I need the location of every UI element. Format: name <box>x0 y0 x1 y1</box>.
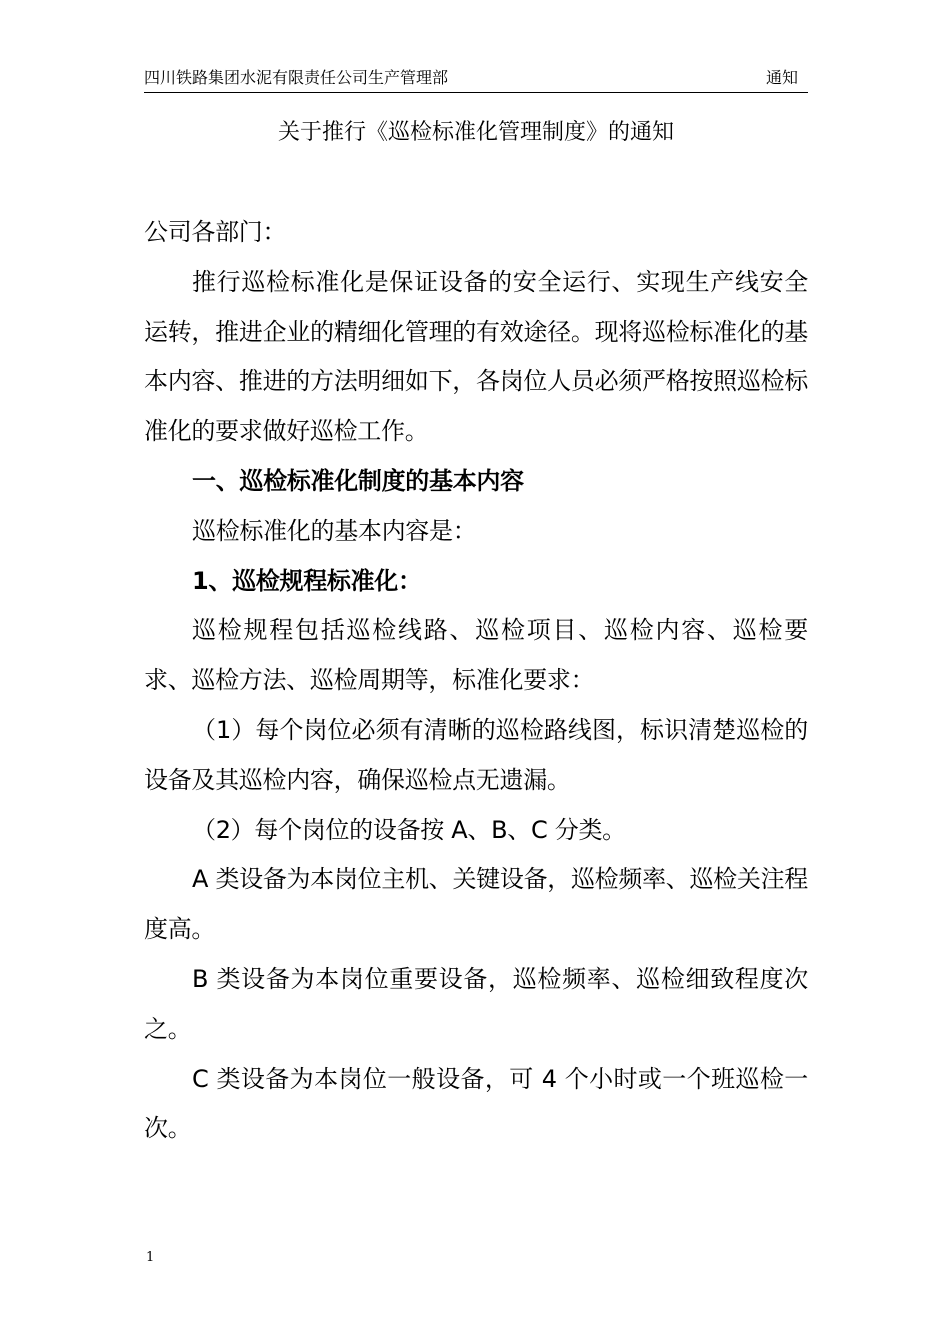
document-title: 关于推行《巡检标准化管理制度》的通知 <box>277 120 674 145</box>
section-intro: 巡检标准化的基本内容是： <box>192 516 477 545</box>
intro-paragraph: 推行巡检标准化是保证设备的安全运行、实现生产线安全运转，推进企业的精细化管理的有效途径。现将巡检标准化的基本内容、推进的方法明细如下，各岗位人员必须严格按照巡检标准化的要求做好巡检工作。 <box>144 267 808 446</box>
inspection-rules-paragraph: 巡检规程包括巡检线路、巡检项目、巡检内容、巡检要求、巡检方法、巡检周期等，标准化要求： <box>144 616 808 695</box>
subsection-heading-1: 1、巡检规程标准化： <box>192 566 422 595</box>
document-body <box>144 208 808 1154</box>
salutation: 公司各部门： <box>144 218 287 246</box>
header-doc-type: 通知 <box>765 68 798 87</box>
class-b-paragraph: B 类设备为本岗位重要设备，巡检频率、巡检细致程度次之。 <box>144 964 808 1043</box>
section-heading-1: 一、巡检标准化制度的基本内容 <box>192 466 524 495</box>
page-header <box>144 66 808 93</box>
class-c-paragraph: C 类设备为本岗位一般设备，可 4 个小时或一个班巡检一次。 <box>144 1064 808 1143</box>
header-company: 四川铁路集团水泥有限责任公司生产管理部 <box>144 68 449 87</box>
rule-item-1: （1）每个岗位必须有清晰的巡检路线图，标识清楚巡检的设备及其巡检内容，确保巡检点无遗漏。 <box>144 715 808 794</box>
page-number: 1 <box>146 1250 155 1265</box>
rule-item-2: （2）每个岗位的设备按 A、B、C 分类。 <box>192 815 626 844</box>
class-a-paragraph: A 类设备为本岗位主机、关键设备，巡检频率、巡检关注程度高。 <box>144 865 808 944</box>
